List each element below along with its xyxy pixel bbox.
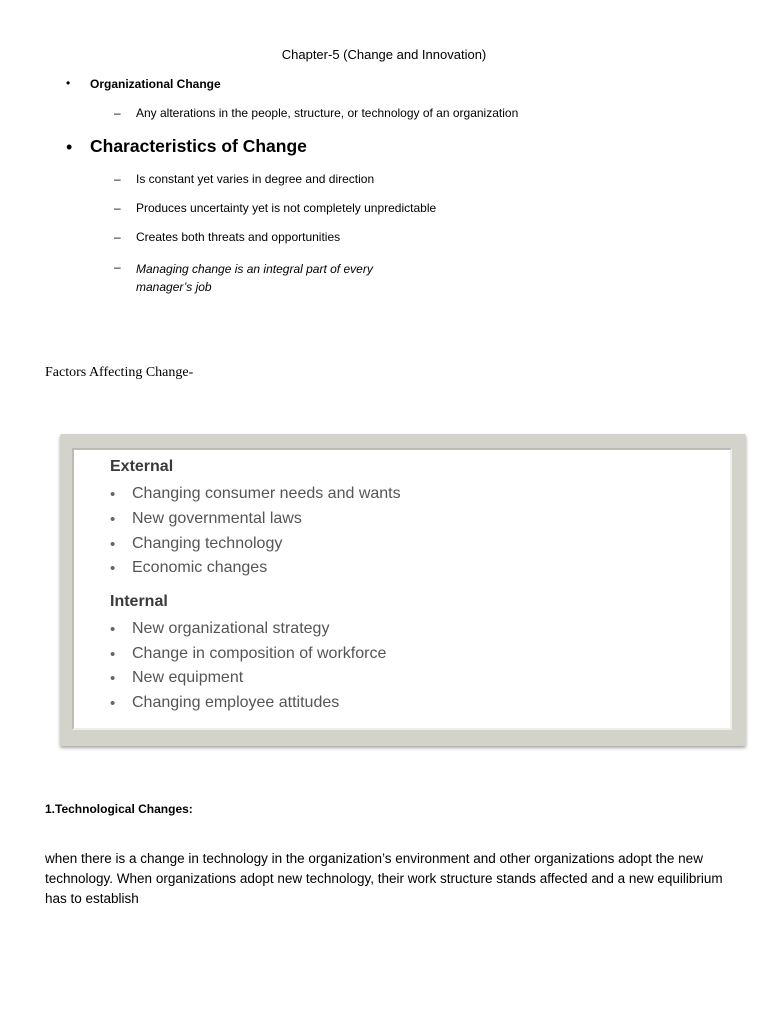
dash-marker: –: [114, 260, 121, 274]
internal-factor-item: New equipment: [132, 669, 244, 686]
external-factor-item: Economic changes: [132, 559, 268, 576]
internal-heading: Internal: [110, 593, 168, 610]
bullet-marker: •: [110, 695, 116, 712]
chapter-title: Chapter-5 (Change and Innovation): [281, 47, 487, 62]
dash-marker: –: [114, 172, 121, 186]
internal-factor-item: New organizational strategy: [132, 620, 330, 637]
organizational-change-definition: Any alterations in the people, structure, or technology of an organization: [136, 106, 519, 120]
bullet-marker: •: [110, 511, 116, 528]
bullet-marker: •: [66, 137, 73, 157]
factors-figure-panel: [72, 448, 732, 730]
bullet-marker: •: [66, 76, 71, 90]
bullet-marker: •: [110, 621, 116, 638]
characteristic-item: Produces uncertainty yet is not completely unpredictable: [136, 201, 437, 215]
technological-changes-paragraph: when there is a change in technology in the organization’s environment and other organizations adopt the new technology. When organizations adopt new technology, their work structure stands affected and a new equilibrium has to establish: [45, 851, 723, 906]
dash-marker: –: [114, 201, 121, 215]
organizational-change-heading: Organizational Change: [90, 77, 221, 91]
internal-factor-item: Change in composition of workforce: [132, 645, 387, 662]
characteristics-of-change-heading: Characteristics of Change: [90, 136, 307, 156]
dash-marker: –: [114, 230, 121, 244]
factors-affecting-change-heading: Factors Affecting Change-: [45, 365, 194, 380]
bullet-marker: •: [110, 670, 116, 687]
external-factor-item: Changing technology: [132, 535, 283, 552]
bullet-marker: •: [110, 560, 116, 577]
external-factor-item: New governmental laws: [132, 510, 302, 527]
internal-factor-item: Changing employee attitudes: [132, 694, 340, 711]
characteristic-item: Managing change is an integral part of every manager’s job: [136, 262, 373, 294]
technological-changes-heading: 1.Technological Changes:: [45, 802, 193, 816]
bullet-marker: •: [110, 486, 116, 503]
factors-figure: [60, 434, 746, 746]
external-heading: External: [110, 458, 174, 475]
bullet-marker: •: [110, 536, 116, 553]
dash-marker: –: [114, 106, 121, 120]
characteristic-item: Is constant yet varies in degree and direction: [136, 172, 375, 186]
characteristic-item: Creates both threats and opportunities: [136, 230, 341, 244]
bullet-marker: •: [110, 646, 116, 663]
external-factor-item: Changing consumer needs and wants: [132, 485, 401, 502]
